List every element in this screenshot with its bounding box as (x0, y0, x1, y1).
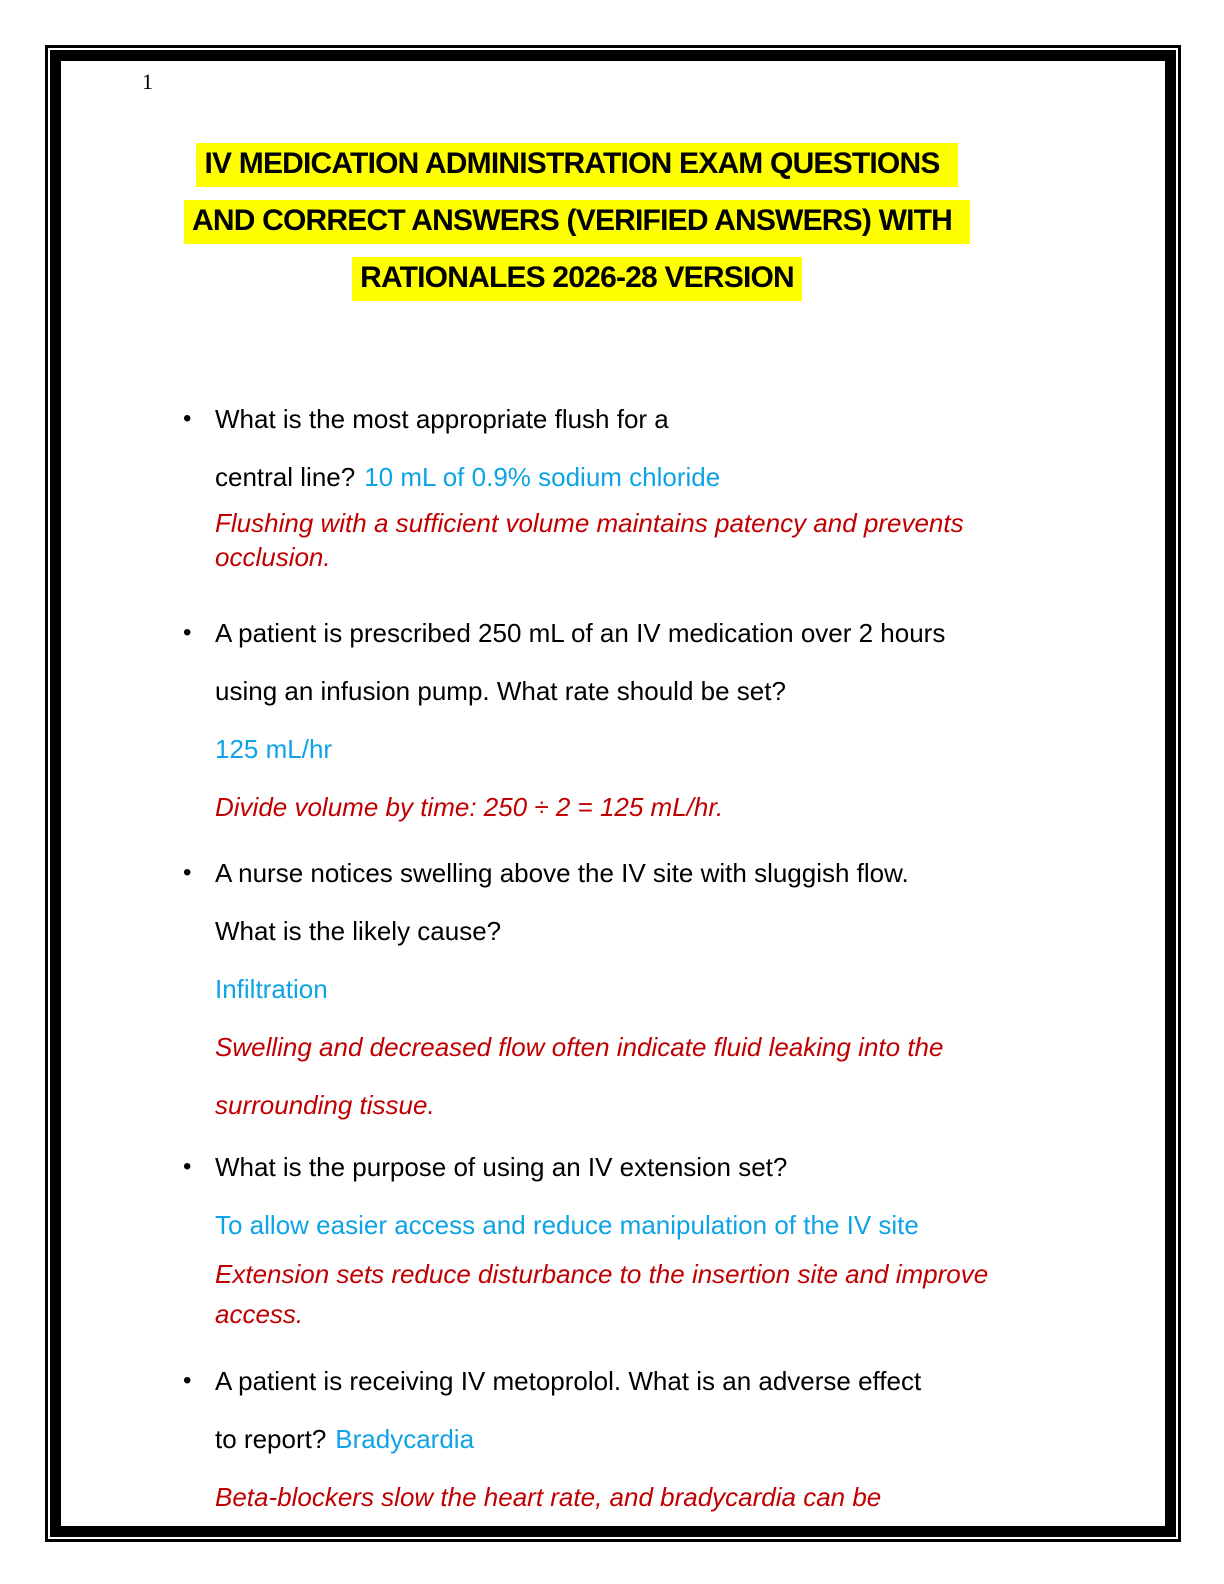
qa-item (142, 1352, 1129, 1526)
answer-text: Infiltration (215, 974, 328, 1004)
qa-item (142, 1138, 1129, 1334)
answer-text: 10 mL of 0.9% sodium chloride (364, 462, 721, 492)
rationale-line: Flushing with a sufficient volume maintains patency and prevents (215, 508, 964, 538)
question-text: to report? (215, 1424, 327, 1454)
rationale-line: Swelling and decreased flow often indicate fluid leaking into the (215, 1032, 944, 1062)
rationale-line: occlusion. (215, 542, 331, 572)
page-content (50, 50, 1176, 1537)
question-line (215, 448, 1129, 506)
bullet-icon: • (183, 1367, 192, 1394)
page-number: 1 (142, 69, 153, 94)
rationale-line: Divide volume by time: 250 ÷ 2 = 125 mL/hr. (215, 792, 724, 822)
question-line: A nurse notices swelling above the IV site with sluggish flow. (215, 858, 909, 888)
question-text: central line? (215, 462, 356, 492)
qa-item (142, 604, 1129, 836)
rationale-line: Extension sets reduce disturbance to the insertion site and improve (215, 1259, 989, 1289)
question-line: using an infusion pump. What rate should be set? (215, 676, 786, 706)
highlighted-title-text: RATIONALES 2026-28 VERSION (352, 257, 802, 301)
question-line: What is the likely cause? (215, 916, 502, 946)
bullet-icon: • (183, 405, 192, 432)
document-title-line-3 (142, 257, 1012, 301)
document-title (142, 143, 1012, 301)
rationale-line: surrounding tissue. (215, 1090, 435, 1120)
bullet-icon: • (183, 859, 192, 886)
rationale-line: access. (215, 1299, 304, 1329)
bullet-icon: • (183, 619, 192, 646)
question-line (215, 1410, 1129, 1468)
question-line: What is the purpose of using an IV extension set? (215, 1152, 788, 1182)
answer-text: 125 mL/hr (215, 734, 333, 764)
question-line (215, 390, 1129, 448)
page-border (45, 45, 1181, 1542)
qa-list (142, 390, 1129, 1526)
highlighted-title-text: IV MEDICATION ADMINISTRATION EXAM QUESTIONS (196, 143, 957, 187)
question-line: A patient is receiving IV metoprolol. What is an adverse effect (215, 1366, 922, 1396)
highlighted-title-text: AND CORRECT ANSWERS (VERIFIED ANSWERS) WITH (184, 200, 970, 244)
document-title-line-2 (142, 200, 1012, 244)
qa-item (142, 844, 1129, 1134)
answer-text: Bradycardia (335, 1424, 475, 1454)
question-text: What is the most appropriate flush for a (215, 404, 669, 434)
bullet-icon: • (183, 1153, 192, 1180)
document-title-line-1 (142, 143, 1012, 187)
question-line: A patient is prescribed 250 mL of an IV medication over 2 hours (215, 618, 946, 648)
rationale-line: Beta-blockers slow the heart rate, and bradycardia can be (215, 1482, 882, 1512)
qa-item (142, 390, 1129, 574)
answer-text: To allow easier access and reduce manipulation of the IV site (215, 1210, 919, 1240)
